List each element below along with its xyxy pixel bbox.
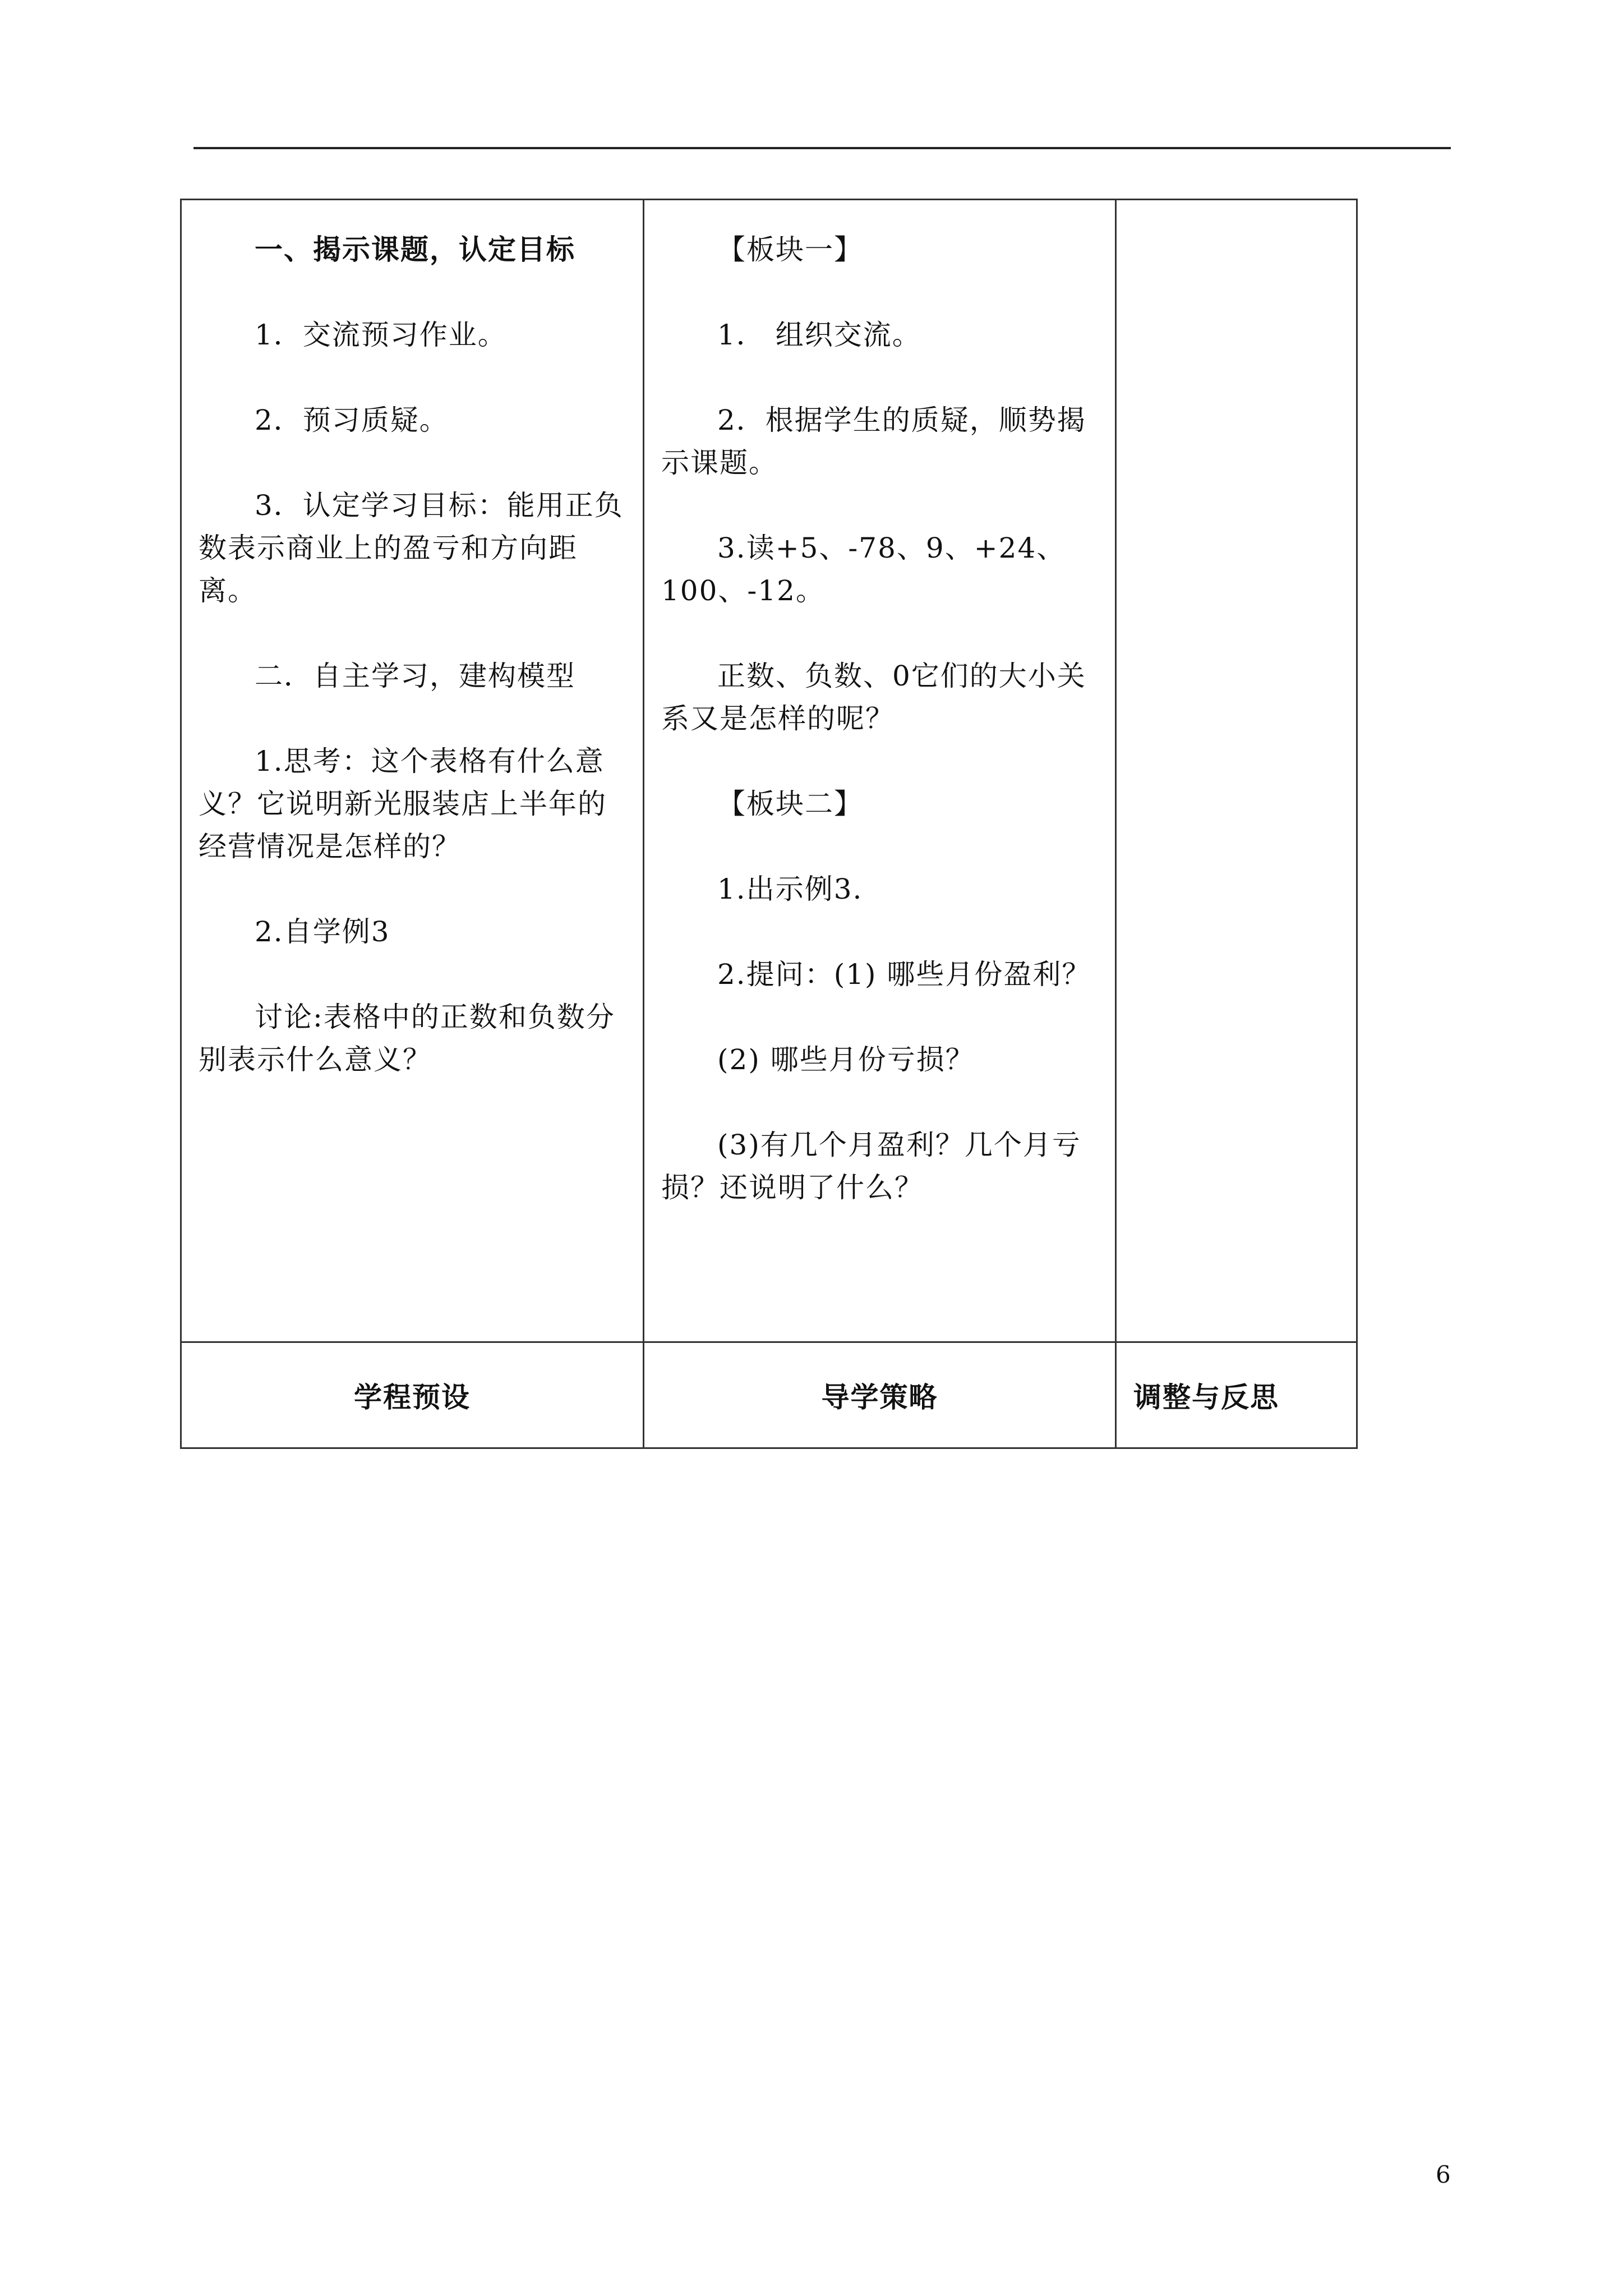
table-footer-row bbox=[181, 1342, 1357, 1448]
col2-item: 3.读+5、-78、9、+24、100、-12。 bbox=[661, 532, 1066, 607]
page-number: 6 bbox=[1436, 2161, 1451, 2188]
footer-cell-2 bbox=[644, 1342, 1116, 1448]
col2-item: (2) 哪些月份亏损？ bbox=[717, 1043, 975, 1076]
col1-item: 讨论:表格中的正数和负数分别表示什么意义？ bbox=[199, 1001, 615, 1076]
footer-label-guidance-strategy: 导学策略 bbox=[821, 1381, 938, 1414]
col2-item: 1． 组织交流。 bbox=[717, 319, 921, 351]
col1-heading-2: 二．自主学习，建构模型 bbox=[255, 660, 575, 692]
col2-item: (3)有几个月盈利？几个月亏损？还说明了什么？ bbox=[661, 1129, 1081, 1204]
header-rule bbox=[193, 147, 1451, 149]
column-guidance-strategy bbox=[644, 200, 1116, 1342]
col1-item: 2.自学例3 bbox=[255, 915, 390, 948]
footer-cell-1 bbox=[181, 1342, 644, 1448]
col2-item: 正数、负数、0它们的大小关系又是怎样的呢？ bbox=[661, 660, 1086, 735]
col2-section-label: 【板块二】 bbox=[717, 788, 863, 820]
col2-item: 2．根据学生的质疑，顺势揭示课题。 bbox=[661, 404, 1086, 479]
col1-item: 3．认定学习目标：能用正负数表示商业上的盈亏和方向距离。 bbox=[199, 489, 624, 607]
column-learning-process bbox=[181, 200, 644, 1342]
col1-item: 1.思考：这个表格有什么意义？它说明新光服装店上半年的经营情况是怎样的？ bbox=[199, 745, 607, 863]
column-reflection bbox=[1116, 200, 1357, 1342]
footer-label-learning-process: 学程预设 bbox=[354, 1381, 471, 1414]
footer-label-reflection: 调整与反思 bbox=[1133, 1381, 1279, 1414]
col2-item: 2.提问：(1) 哪些月份盈利？ bbox=[717, 958, 1091, 991]
footer-cell-3 bbox=[1116, 1342, 1357, 1448]
lesson-plan-table bbox=[180, 199, 1358, 1449]
col2-section-label: 【板块一】 bbox=[717, 233, 863, 266]
col1-item: 2．预习质疑。 bbox=[255, 404, 449, 436]
col1-item: 1．交流预习作业。 bbox=[255, 319, 507, 351]
col1-heading-1: 一、揭示课题，认定目标 bbox=[255, 233, 575, 266]
col2-item: 1.出示例3. bbox=[717, 873, 863, 905]
table-body-row bbox=[181, 200, 1357, 1342]
